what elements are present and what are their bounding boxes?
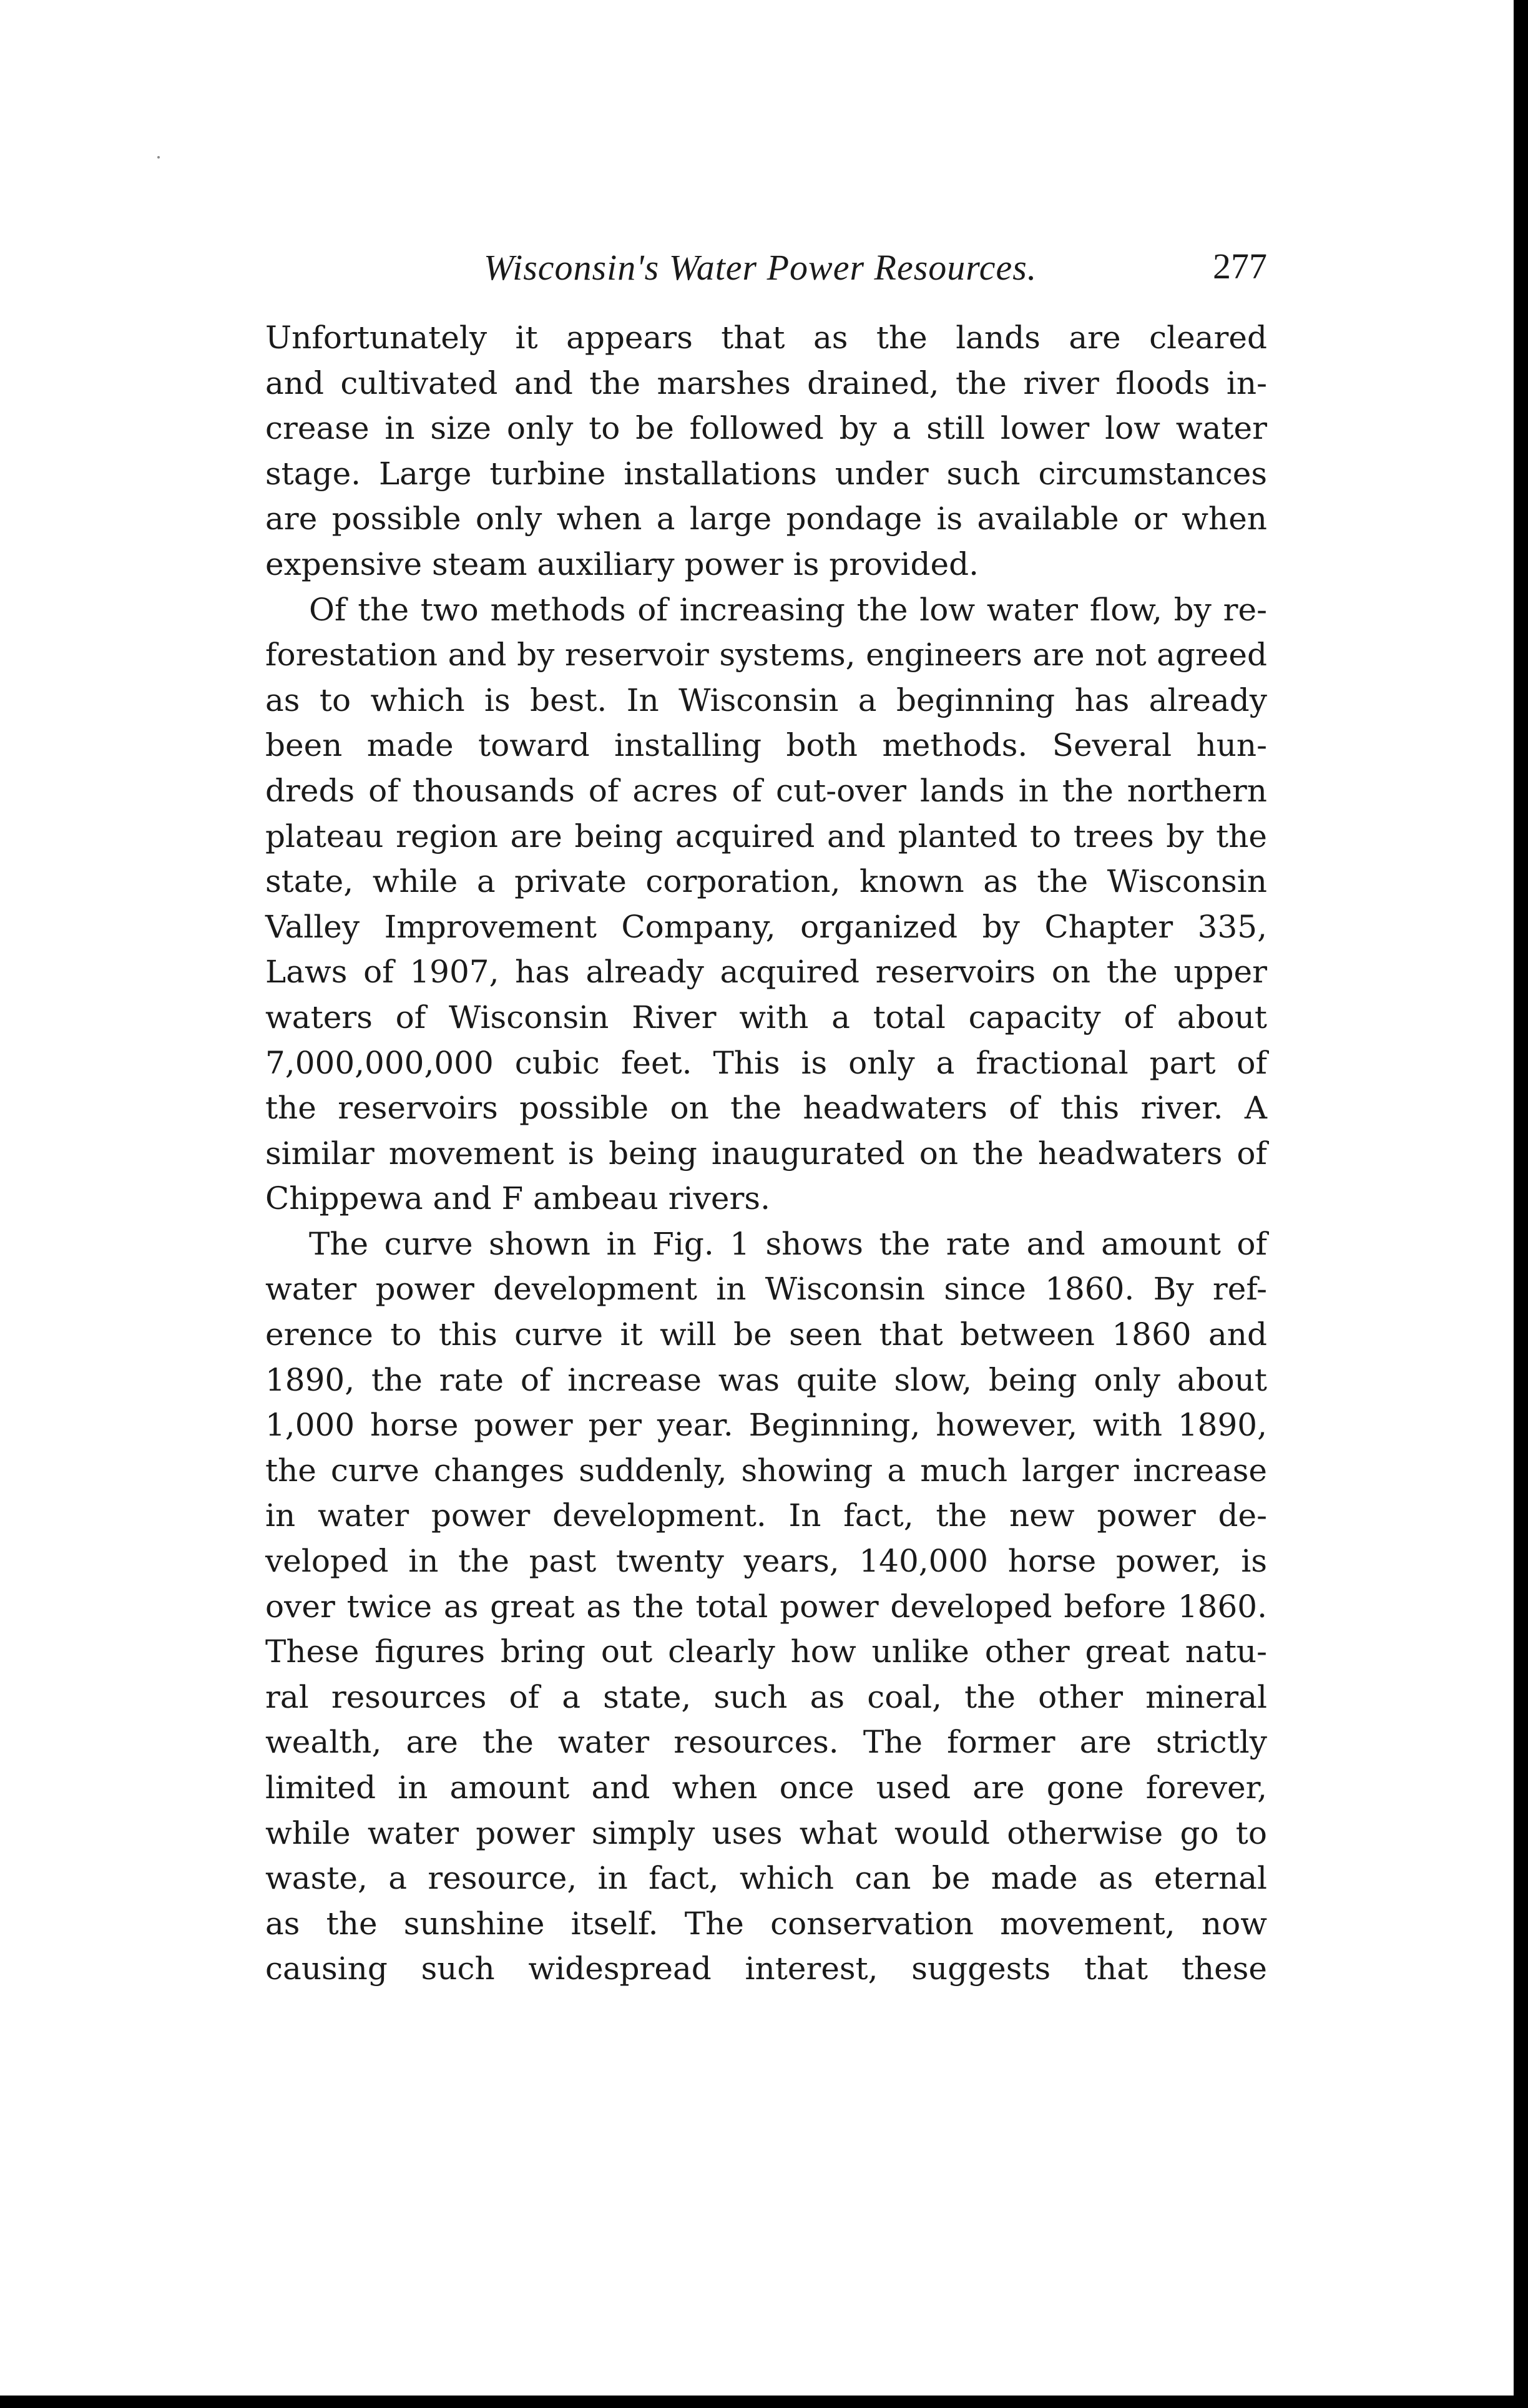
text-line: over twice as great as the total power developed before 1860. xyxy=(265,1588,1267,1625)
text-line: causing such widespread interest, suggests that these xyxy=(265,1950,1267,1987)
text-line: expensive steam auxiliary power is provided. xyxy=(265,546,979,582)
text-line: 7,000,000,000 cubic feet. This is only a fractional part of xyxy=(265,1044,1267,1081)
text-line: state, while a private corporation, known as the Wisconsin xyxy=(265,863,1267,900)
paragraph xyxy=(265,315,1267,587)
text-line: waste, a resource, in fact, which can be made as eternal xyxy=(265,1860,1267,1897)
scan-speck xyxy=(157,156,160,159)
text-line: been made toward installing both methods. Several hun- xyxy=(265,727,1267,764)
text-line: Laws of 1907, has already acquired reservoirs on the upper xyxy=(265,954,1267,991)
text-line: The curve shown in Fig. 1 shows the rate and amount of xyxy=(309,1225,1267,1262)
text-line: as the sunshine itself. The conservation movement, now xyxy=(265,1905,1267,1942)
text-line: veloped in the past twenty years, 140,000 horse power, is xyxy=(265,1543,1267,1580)
text-line: Unfortunately it appears that as the lands are cleared xyxy=(265,320,1267,356)
text-line: while water power simply uses what would otherwise go to xyxy=(265,1814,1267,1851)
text-line: Chippewa and F ambeau rivers. xyxy=(265,1180,770,1217)
text-line: in water power development. In fact, the new power de- xyxy=(265,1497,1267,1534)
text-line: ral resources of a state, such as coal, the other mineral xyxy=(265,1678,1267,1715)
text-line: water power development in Wisconsin since 1860. By ref- xyxy=(265,1271,1267,1308)
body-text xyxy=(265,315,1267,1992)
scan-border-bottom xyxy=(0,2396,1528,2408)
text-line: waters of Wisconsin River with a total capacity of about xyxy=(265,999,1267,1035)
text-line: These figures bring out clearly how unlike other great natu- xyxy=(265,1633,1267,1670)
text-line: dreds of thousands of acres of cut-over lands in the northern xyxy=(265,772,1267,809)
page-header xyxy=(265,240,1267,296)
page-number: 277 xyxy=(1213,246,1267,286)
text-line: erence to this curve it will be seen that between 1860 and xyxy=(265,1316,1267,1353)
text-line: stage. Large turbine installations under such circumstances xyxy=(265,455,1267,492)
scan-border-right xyxy=(1514,0,1528,2408)
text-line: forestation and by reservoir systems, engineers are not agreed xyxy=(265,637,1267,673)
text-line: limited in amount and when once used are gone forever, xyxy=(265,1769,1267,1806)
text-line: plateau region are being acquired and planted to trees by the xyxy=(265,818,1267,854)
text-line: wealth, are the water resources. The former are strictly xyxy=(265,1724,1267,1761)
text-line: and cultivated and the marshes drained, the river floods in- xyxy=(265,365,1267,401)
text-line: similar movement is being inaugurated on the headwaters of xyxy=(265,1135,1267,1172)
text-line: 1,000 horse power per year. Beginning, however, with 1890, xyxy=(265,1407,1267,1444)
text-line: Of the two methods of increasing the low water flow, by re- xyxy=(309,591,1267,628)
text-line: as to which is best. In Wisconsin a beginning has already xyxy=(265,682,1267,718)
text-line: 1890, the rate of increase was quite slow, being only about xyxy=(265,1361,1267,1398)
text-line: Valley Improvement Company, organized by Chapter 335, xyxy=(265,908,1267,945)
text-line: are possible only when a large pondage is available or when xyxy=(265,501,1267,537)
text-line: the curve changes suddenly, showing a much larger increase xyxy=(265,1452,1267,1489)
text-line: crease in size only to be followed by a still lower low water xyxy=(265,410,1267,447)
paragraph xyxy=(265,1221,1267,1992)
paragraph xyxy=(265,587,1267,1221)
text-line: the reservoirs possible on the headwaters of this river. A xyxy=(265,1090,1267,1127)
running-title: Wisconsin's Water Power Resources. xyxy=(484,247,1037,288)
